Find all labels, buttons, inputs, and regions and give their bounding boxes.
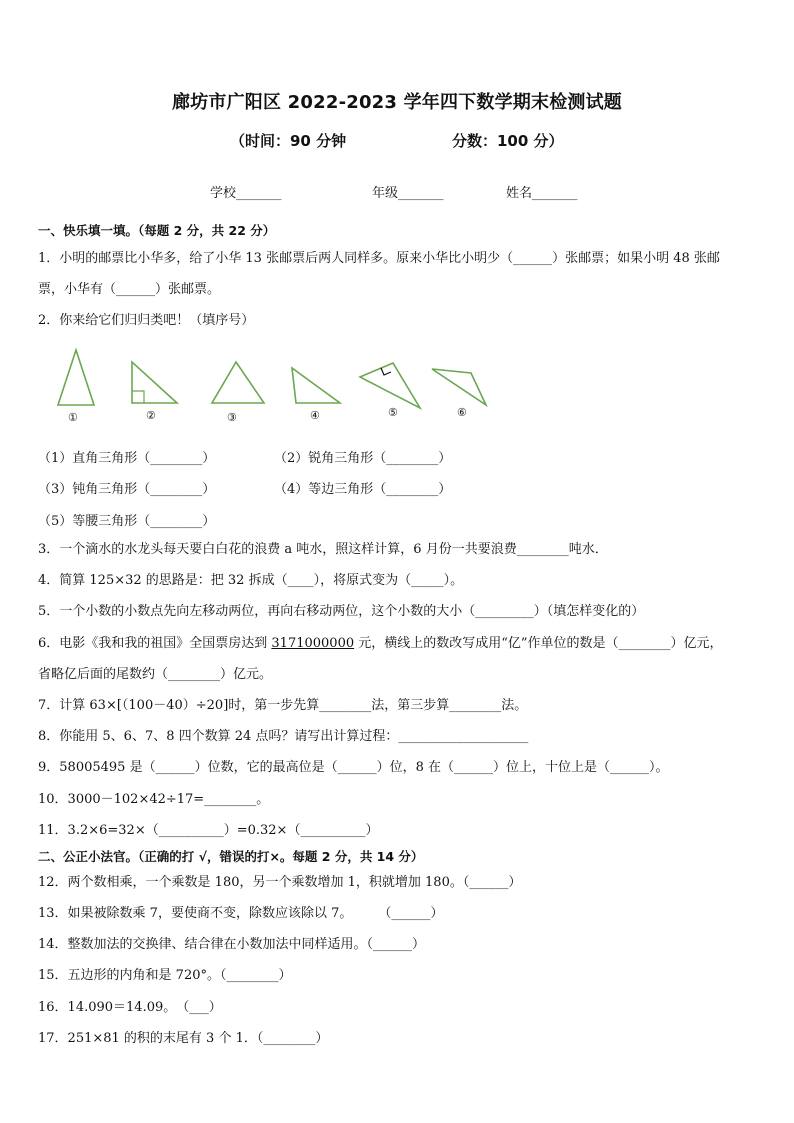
category-acute-triangle: （2）锐角三角形（________） <box>274 451 452 466</box>
category-obtuse-triangle: （3）钝角三角形（________） <box>38 482 216 497</box>
question-9: 9．58005495 是（______）位数，它的最高位是（______）位，8 在（______）位上，十位上是（______）。 <box>38 760 669 775</box>
question-14: 14．整数加法的交换律、结合律在小数加法中同样适用。（______） <box>38 937 426 952</box>
question-1-line-1: 1．小明的邮票比小华多，给了小华 13 张邮票后两人同样多。原来小华比小明少（______）张邮票；如果小明 48 张邮 <box>38 251 720 266</box>
triangle-label-3: ③ <box>227 411 237 424</box>
triangle-label-5: ⑤ <box>388 406 398 419</box>
box-office-number: 3171000000 <box>271 636 355 651</box>
question-11: 11．3.2×6=32×（__________）=0.32×（__________） <box>38 823 379 838</box>
triangle-6 <box>432 369 486 405</box>
category-isosceles-triangle: （5）等腰三角形（________） <box>38 514 216 529</box>
question-4: 4．简算 125×32 的思路是：把 32 拆成（____），将原式变为（_____）。 <box>38 573 464 588</box>
question-5: 5．一个小数的小数点先向左移动两位，再向右移动两位，这个小数的大小（_________）（填怎样变化的） <box>38 604 645 619</box>
right-angle-mark-2 <box>132 391 144 403</box>
question-1-line-2: 票，小华有（______）张邮票。 <box>38 282 221 297</box>
question-7: 7．计算 63×[（100－40）÷20]时，第一步先算________法，第三步算________法。 <box>38 698 528 713</box>
category-equilateral-triangle: （4）等边三角形（________） <box>274 482 452 497</box>
question-8: 8．你能用 5、6、7、8 四个数算 24 点吗？请写出计算过程：____________________ <box>38 729 529 744</box>
exam-title: 廊坊市广阳区 2022-2023 学年四下数学期末检测试题 <box>172 92 622 113</box>
triangle-3 <box>212 362 264 403</box>
question-15: 15．五边形的内角和是 720°。（________） <box>38 968 292 983</box>
triangle-4 <box>292 368 340 403</box>
section-2-heading: 二、公正小法官。（正确的打 √，错误的打×。每题 2 分，共 14 分） <box>38 849 424 864</box>
triangle-figures <box>50 345 500 430</box>
question-17: 17．251×81 的积的末尾有 3 个 1．（________） <box>38 1031 329 1046</box>
question-2: 2．你来给它们归归类吧！（填序号） <box>38 313 255 328</box>
triangle-5 <box>360 363 420 408</box>
question-6-line-1 <box>38 635 768 653</box>
grade-field: 年级_______ <box>372 186 444 201</box>
section-1-heading: 一、快乐填一填。（每题 2 分，共 22 分） <box>38 223 276 238</box>
school-field: 学校_______ <box>210 186 282 201</box>
question-6-line-2: 省略亿后面的尾数约（________）亿元。 <box>38 667 273 682</box>
triangle-label-1: ① <box>68 411 78 424</box>
category-right-triangle: （1）直角三角形（________） <box>38 451 216 466</box>
question-3: 3．一个滴水的水龙头每天要白白花的浪费 a 吨水，照这样计算，6 月份一共要浪费________吨水． <box>38 542 608 557</box>
triangle-label-2: ② <box>146 409 156 422</box>
question-13: 13．如果被除数乘 7，要使商不变，除数应该除以 7。 （______） <box>38 906 444 921</box>
exam-score: 分数：100 分） <box>452 132 564 150</box>
question-10: 10．3000－102×42÷17=________。 <box>38 792 270 807</box>
exam-time: （时间：90 分钟 <box>230 132 347 150</box>
question-16: 16．14.090＝14.09。 （___） <box>38 1000 222 1015</box>
right-angle-mark-5 <box>381 368 391 375</box>
question-12: 12．两个数相乘，一个乘数是 180，另一个乘数增加 1，积就增加 180。（______） <box>38 875 522 890</box>
triangle-2 <box>132 362 177 403</box>
question-6-prefix: 6．电影《我和我的祖国》全国票房达到 <box>38 636 272 651</box>
name-field: 姓名_______ <box>506 186 578 201</box>
question-6-suffix: 元，横线上的数改写成用“亿”作单位的数是（________）亿元， <box>354 636 723 651</box>
triangle-1 <box>58 350 94 405</box>
triangle-label-6: ⑥ <box>457 406 467 419</box>
triangle-label-4: ④ <box>310 409 320 422</box>
triangles-svg <box>50 345 500 430</box>
